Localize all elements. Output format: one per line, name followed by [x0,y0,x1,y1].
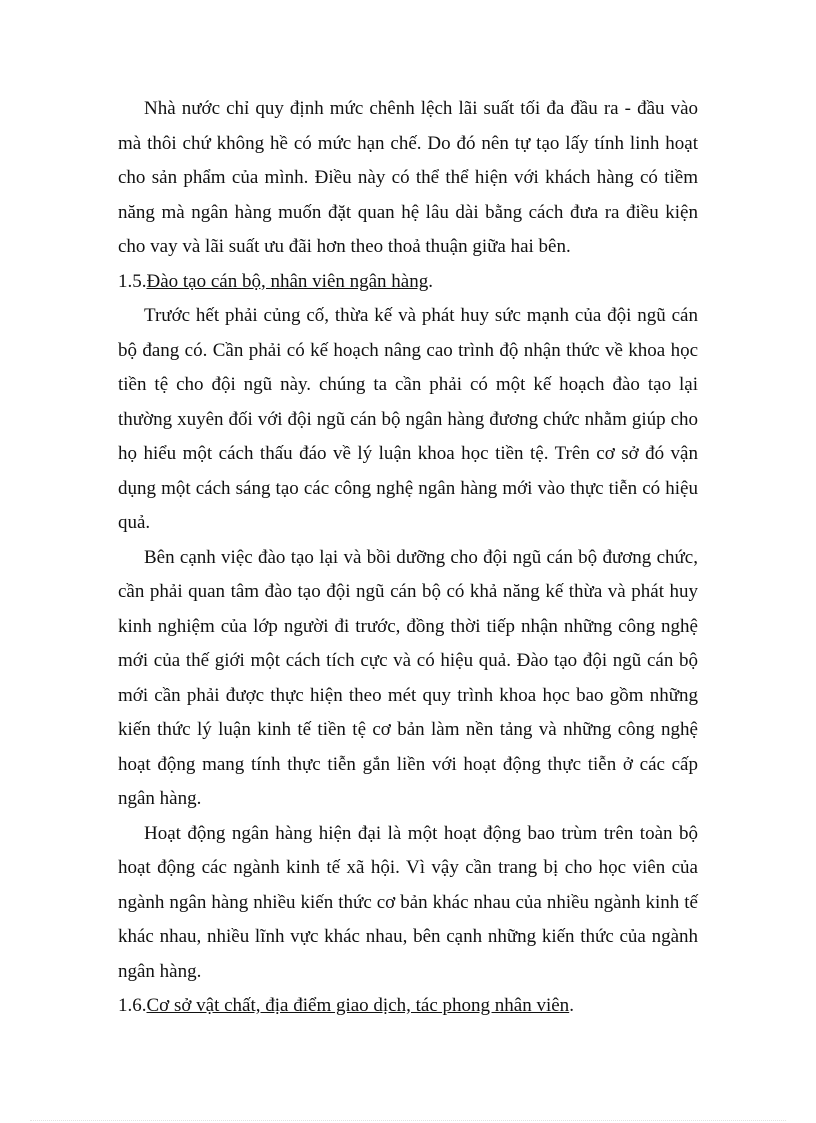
section-title: Đào tạo cán bộ, nhân viên ngân hàng [146,270,429,292]
paragraph-interest-rate: Nhà nước chỉ quy định mức chênh lệch lãi suất tối đa đầu ra - đầu vào mà thôi chứ không hề có mức hạn chế. Do đó nên tự tạo lấy tính linh hoạt cho sản phẩm của mình. Điều này có thể thể hiện với khách hàng có tiềm năng mà ngân hàng muốn đặt quan hệ lâu dài bằng cách đưa ra điều kiện cho vay và lãi suất ưu đãi hơn theo thoả thuận giữa hai bên. [118,98,698,257]
page-bottom-divider [30,1120,786,1121]
section-heading-1-6 [118,989,698,1024]
paragraph-staff-training: Bên cạnh việc đào tạo lại và bồi dưỡng cho đội ngũ cán bộ đương chức, cần phải quan tâm đào tạo đội ngũ cán bộ có khả năng kế thừa và phát huy kinh nghiệm của lớp người đi trước, đồng thời tiếp nhận những công nghệ mới của thế giới một cách tích cực và có hiệu quả. Đào tạo đội ngũ cán bộ mới cần phải được thực hiện theo mét quy trình khoa học bao gồm những kiến thức lý luận kinh tế tiền tệ cơ bản làm nền tảng và những công nghệ hoạt động mang tính thực tiễn gắn liền với hoạt động thực tiễn ở các cấp ngân hàng. [118,546,698,809]
paragraph-staff-consolidation: Trước hết phải củng cố, thừa kế và phát huy sức mạnh của đội ngũ cán bộ đang có. Cần phải có kế hoạch nâng cao trình độ nhận thức về khoa học tiền tệ cho đội ngũ này. chúng ta cần phải có một kế hoạch đào tạo lại thường xuyên đối với đội ngũ cán bộ ngân hàng đương chức nhằm giúp cho họ hiểu một cách thấu đáo về lý luận khoa học tiền tệ. Trên cơ sở đó vận dụng một cách sáng tạo các công nghệ ngân hàng mới vào thực tiễn có hiệu quả. [118,305,698,533]
section-heading-1-5 [118,265,698,300]
paragraph-modern-banking: Hoạt động ngân hàng hiện đại là một hoạt động bao trùm trên toàn bộ hoạt động các ngành kinh tế xã hội. Vì vậy cần trang bị cho học viên của ngành ngân hàng nhiều kiến thức cơ bản khác nhau của nhiều ngành kinh tế khác nhau, nhiều lĩnh vực khác nhau, bên cạnh những kiến thức của ngành ngân hàng. [118,822,698,982]
section-title-end: . [569,995,574,1016]
section-title: Cơ sở vật chất, địa điểm giao dịch, tác phong nhân viên [146,995,570,1016]
section-number: 1.6. [118,995,147,1016]
document-body [118,92,698,1024]
section-title-end: . [428,270,433,292]
section-number: 1.5. [118,270,147,292]
